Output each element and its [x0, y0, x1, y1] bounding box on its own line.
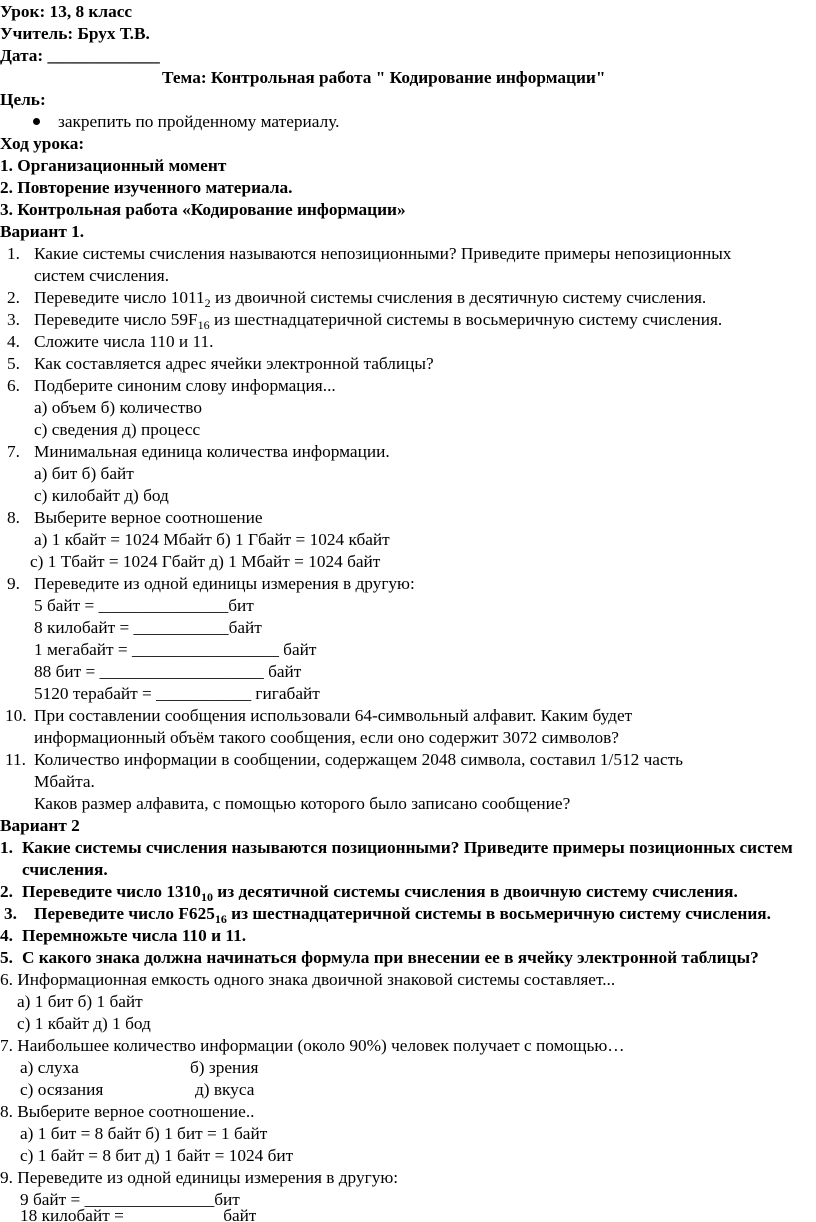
question-text: Как составляется адрес ячейки электронной таблицы? [34, 354, 434, 373]
step-item: 1. Организационный момент [0, 156, 227, 175]
question-number: 2. [7, 288, 20, 307]
question-text: Какие системы счисления называются непозиционными? Приведите примеры непозиционных [34, 244, 732, 263]
answer-option: с) 1 Тбайт = 1024 Гбайт д) 1 Мбайт = 1024 байт [30, 552, 381, 571]
question-number: 5. [7, 354, 20, 373]
question-text: Минимальная единица количества информации. [34, 442, 390, 461]
question-number: 11. [5, 750, 26, 769]
topic-heading: Тема: Контрольная работа " Кодирование информации" [162, 68, 606, 87]
question-text: Подберите синоним слову информация... [34, 376, 336, 395]
question-text: Выберите верное соотношение [34, 508, 263, 527]
question-text: 6. Информационная емкость одного знака двоичной знаковой системы составляет... [0, 970, 616, 989]
conversion-item: 8 килобайт = ___________байт [34, 618, 262, 637]
question-text: Переведите число $59F_{16}$ из шестнадцатеричной системы в восьмеричную систему счисления. [34, 310, 723, 332]
question-number: 3. [7, 310, 20, 329]
answer-option: д) вкуса [195, 1080, 255, 1099]
answer-option: с) 1 байт = 8 бит д) 1 байт = 1024 бит [20, 1146, 294, 1165]
question-text: Сложите числа 110 и 11. [34, 332, 214, 351]
question-text: 9. Переведите из одной единицы измерения в другую: [0, 1168, 399, 1187]
course-label: Ход урока: [0, 134, 85, 153]
question-text: информационный объём такого сообщения, если оно содержит 3072 символов? [34, 728, 619, 747]
answer-option: с) сведения д) процесс [34, 420, 201, 439]
bullet-icon [33, 118, 40, 125]
question-number: 3. [4, 904, 17, 923]
answer-option: а) 1 бит = 8 байт б) 1 бит = 1 байт [20, 1124, 268, 1143]
question-text: Переведите число $1310_{10}$ из десятичной системы счисления в двоичную систему счисления. [22, 882, 738, 904]
goal-label: Цель: [0, 90, 46, 109]
question-text: систем счисления. [34, 266, 170, 285]
answer-option: б) зрения [190, 1058, 259, 1077]
question-number: 10. [5, 706, 27, 725]
variant2-title: Вариант 2 [0, 816, 80, 835]
question-number: 1. [0, 838, 13, 857]
question-text: Переведите число $1011_2$ из двоичной системы счисления в десятичную систему счисления. [34, 288, 707, 310]
teacher-line: Учитель: Брух Т.В. [0, 24, 150, 43]
question-text: Количество информации в сообщении, содержащем 2048 символа, составил 1/512 часть [34, 750, 684, 769]
date-line: Дата: _____________ [0, 46, 160, 65]
question-text: счисления. [22, 860, 108, 879]
goal-item: закрепить по пройденному материалу. [58, 112, 340, 131]
conversion-item: 5120 терабайт = ___________ гигабайт [34, 684, 320, 703]
question-text: Мбайта. [34, 772, 95, 791]
variant1-title: Вариант 1. [0, 222, 85, 241]
question-number: 4. [0, 926, 13, 945]
answer-option: с) осязания [20, 1080, 104, 1099]
conversion-item: 5 байт = _______________бит [34, 596, 254, 615]
step-item: 3. Контрольная работа «Кодирование информации» [0, 200, 406, 219]
step-item: 2. Повторение изученного материала. [0, 178, 293, 197]
answer-option: а) 1 кбайт = 1024 Мбайт б) 1 Гбайт = 1024 кбайт [34, 530, 390, 549]
question-number: 7. [7, 442, 20, 461]
answer-option: а) 1 бит б) 1 байт [17, 992, 143, 1011]
question-text: Переведите число $F625_{16}$ из шестнадцатеричной системы в восьмеричную систему счисления. [34, 904, 771, 926]
question-text: Каков размер алфавита, с помощью которого было записано сообщение? [34, 794, 571, 813]
question-number: 4. [7, 332, 20, 351]
conversion-item: 1 мегабайт = _________________ байт [34, 640, 317, 659]
conversion-item: 18 килобайт = ___________байт [20, 1206, 257, 1222]
question-text: Перемножьте числа 110 и 11. [22, 926, 247, 945]
question-text: 8. Выберите верное соотношение.. [0, 1102, 255, 1121]
lesson-line: Урок: 13, 8 класс [0, 2, 133, 21]
question-number: 2. [0, 882, 13, 901]
question-text: 7. Наибольшее количество информации (около 90%) человек получает с помощью… [0, 1036, 625, 1055]
conversion-item: 9 байт = _______________бит [20, 1190, 240, 1209]
answer-option: а) слуха [20, 1058, 79, 1077]
answer-option: а) бит б) байт [34, 464, 134, 483]
answer-option: с) 1 кбайт д) 1 бод [17, 1014, 151, 1033]
question-text: Какие системы счисления называются позиционными? Приведите примеры позиционных систем [22, 838, 793, 857]
question-number: 6. [7, 376, 20, 395]
conversion-item: 88 бит = ___________________ байт [34, 662, 302, 681]
answer-option: с) килобайт д) бод [34, 486, 169, 505]
question-number: 5. [0, 948, 13, 967]
question-number: 8. [7, 508, 20, 527]
question-text: При составлении сообщения использовали 64-символьный алфавит. Каким будет [34, 706, 633, 725]
question-number: 9. [7, 574, 20, 593]
question-text: Переведите из одной единицы измерения в другую: [34, 574, 415, 593]
answer-option: а) объем б) количество [34, 398, 202, 417]
question-text: С какого знака должна начинаться формула при внесении ее в ячейку электронной таблицы? [22, 948, 759, 967]
question-number: 1. [7, 244, 20, 263]
